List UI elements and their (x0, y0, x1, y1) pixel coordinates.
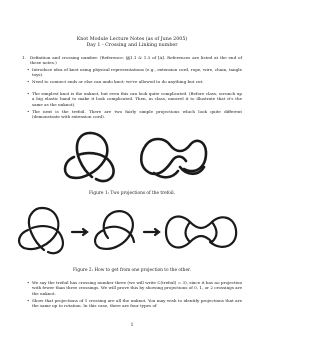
bullet-text: Introduce idea of knot using physical representations (e.g., extension cord, rope, wire, chain, tangle toys). (32, 67, 242, 78)
bullet-item (27, 91, 242, 107)
bullet-text: We say the trefoil has crossing number three (we will write C(trefoil) = 3), since it has no projection with fewer than three crossings. We will prove this by showing projections of 0, 1, or 2 crossings are the unknot. (32, 280, 242, 296)
knot-stage-3 (166, 217, 236, 248)
bullet-icon: • (27, 79, 30, 84)
bullet-item (27, 109, 242, 120)
arrow-icon (144, 229, 159, 235)
figure-1-trefoil-projections (60, 127, 210, 189)
item-text: Definition and crossing number. (Reference: §§1.1 & 1.3 of [A]. References are listed at the end of these notes.) (30, 55, 242, 66)
trefoil-diagram-right (141, 139, 206, 177)
page-number: 1 (130, 323, 134, 328)
item-number: 1. (22, 55, 26, 60)
bullet-icon: • (27, 280, 30, 285)
bullet-text: Need to connect ends or else can undo knot: we're allowed to do anything but cut. (32, 79, 204, 84)
bullet-item (27, 280, 242, 296)
page-title: Knot Module Lecture Notes (as of June 2005) (76, 37, 188, 42)
trefoil-diagram-left (65, 133, 114, 181)
bullet-icon: • (27, 67, 30, 72)
knot-stage-2 (95, 211, 134, 249)
figure-1-caption: Figure 1: Two projections of the trefoil. (89, 191, 175, 196)
arrow-icon (72, 229, 87, 235)
bullet-icon: • (27, 91, 30, 96)
bullet-item (27, 79, 242, 84)
page-subtitle: Day 1 - Crossing and Linking number (86, 43, 178, 48)
bullet-text: The next is the trefoil. There are two fairly simple projections which look quite different (demonstrate with extension cord). (32, 109, 242, 120)
section-item-1 (22, 55, 242, 66)
bullet-item (27, 298, 242, 309)
bullet-text: Show that projections of 1 crossing are all the unknot. You may wish to identify projections that are the same up to rotation. In this case, there are four types of (32, 298, 242, 309)
bullet-icon: • (27, 109, 30, 114)
figure-2-caption: Figure 2: How to get from one projection to the other. (73, 268, 191, 273)
bullet-text: The simplest knot is the unknot, but even this can look quite complicated. (Before class, scrunch up a big elastic band to make it look complicated. Then, in class, unravel it to illustrate that it's the same as the unknot). (32, 91, 242, 107)
bullet-item (27, 67, 242, 78)
bullet-icon: • (27, 298, 30, 303)
figure-2-transformation-sequence (14, 202, 250, 266)
knot-stage-1 (19, 208, 63, 253)
